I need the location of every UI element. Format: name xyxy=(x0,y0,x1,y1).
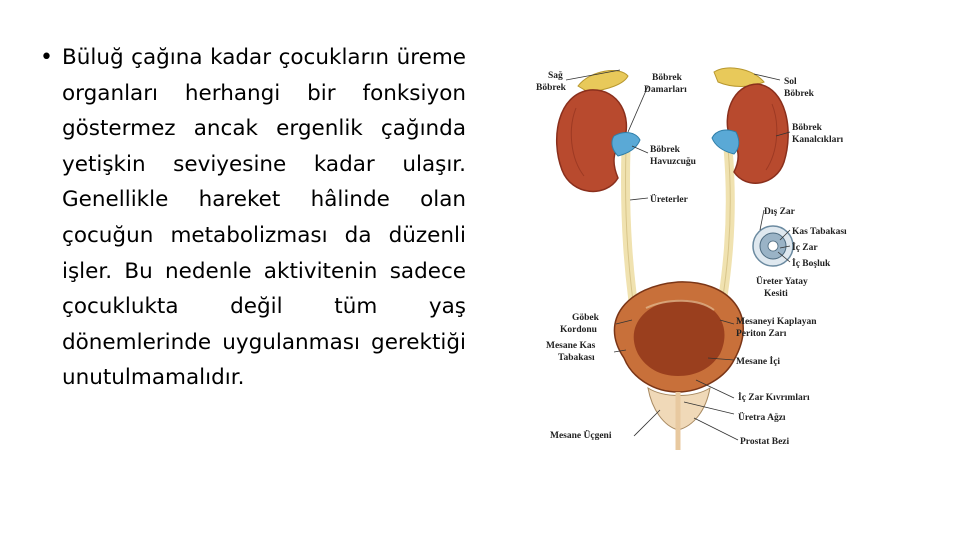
left-renal-pelvis xyxy=(712,130,739,154)
right-renal-pelvis xyxy=(612,133,640,156)
label-ureter-yatay-kesiti: Üreter Yatay xyxy=(756,277,808,287)
label-mesane-ucgeni: Mesane Üçgeni xyxy=(550,431,612,441)
slide-text-block xyxy=(40,40,466,396)
label-dis-zar: Dış Zar xyxy=(764,207,795,217)
label-bobrek-havuzcugu-2: Havuzcuğu xyxy=(650,157,696,167)
slide-paragraph: Büluğ çağına kadar çocukların üreme organları herhangi bir fonksiyon göstermez ancak ergenlik çağında yetişkin seviyesine kadar ulaşır. Genellikle hareket hâlinde olan çocuğun metabolizması da düzenli işler. Bu nedenle aktivitenin sadece çocuklukta değil tüm yaş dönemlerinde uygulanması gerektiği unutulmamalıdır. xyxy=(62,45,466,391)
label-ureter-yatay-kesiti-2: Kesiti xyxy=(764,289,788,299)
urinary-system-diagram xyxy=(528,58,858,453)
label-bobrek-damarlari: Böbrek xyxy=(652,73,682,83)
label-uretra-agzi: Üretra Ağzı xyxy=(738,413,786,423)
label-bobrek-damarlari-2: Damarları xyxy=(644,85,687,95)
label-sol-bobrek-2: Böbrek xyxy=(784,89,814,99)
bladder-inner xyxy=(634,300,725,376)
label-ic-zar-kivrimlari: İç Zar Kıvrımları xyxy=(738,393,810,403)
label-gobek-kordonu-2: Kordonu xyxy=(560,325,597,335)
label-sag-bobrek-2: Böbrek xyxy=(536,83,566,93)
label-mesane-ici: Mesane İçi xyxy=(736,357,781,367)
label-bobrek-kanaliklari: Böbrek xyxy=(792,123,822,133)
right-adrenal-gland xyxy=(578,71,628,92)
label-prostat-bezi: Prostat Bezi xyxy=(740,437,790,447)
label-periton-zari: Periton Zarı xyxy=(736,329,787,339)
label-sol-bobrek: Sol xyxy=(784,77,797,87)
label-ic-bosluk: İç Boşluk xyxy=(792,259,831,269)
label-ic-zar: İç Zar xyxy=(792,243,818,253)
label-mesane-kas-tabakasi-2: Tabakası xyxy=(558,353,595,363)
urinary-system-illustration xyxy=(528,58,858,453)
bullet-point-icon: • xyxy=(40,45,53,70)
label-gobek-kordonu: Göbek xyxy=(572,313,599,323)
label-ureterler: Üreterler xyxy=(650,195,688,205)
label-mesaneyi-kaplayan: Mesaneyi Kaplayan xyxy=(736,317,817,327)
label-kas-tabakasi: Kas Tabakası xyxy=(792,227,847,237)
label-mesane-kas-tabakasi: Mesane Kas xyxy=(546,341,596,351)
label-bobrek-havuzcugu: Böbrek xyxy=(650,145,680,155)
label-sag-bobrek: Sağ xyxy=(548,71,563,81)
label-bobrek-kanaliklari-2: Kanalcıkları xyxy=(792,135,844,145)
